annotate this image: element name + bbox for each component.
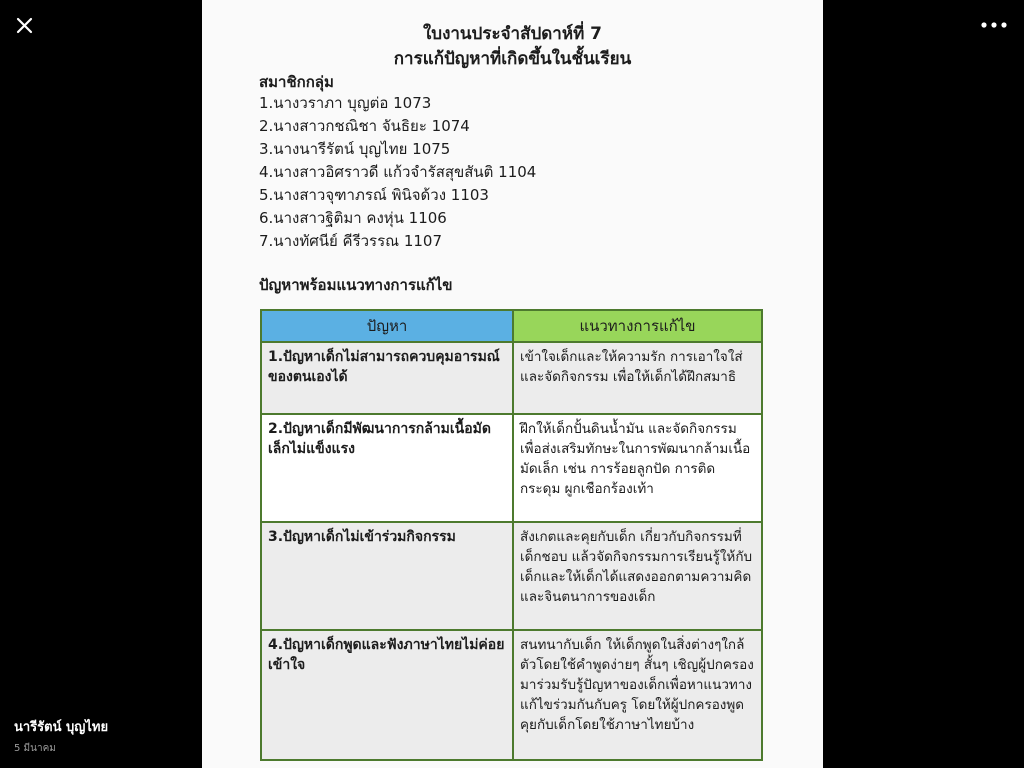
- close-button[interactable]: [10, 11, 38, 39]
- author-name[interactable]: นารีรัตน์ บุญไทย: [14, 720, 109, 735]
- members-heading: สมาชิกกลุ่ม: [259, 73, 334, 91]
- solution-cell: ฝึกให้เด็กปั้นดินน้ำมัน และจัดกิจกรรม เพื่อส่งเสริมทักษะในการพัฒนากล้ามเนื้อมัดเล็ก เช่น การร้อยลูกปัด การติดกระดุม ผูกเชือกร้องเท้า: [513, 414, 762, 522]
- solution-cell: สังเกตและคุยกับเด็ก เกี่ยวกับกิจกรรมที่เด็กชอบ แล้วจัดกิจกรรมการเรียนรู้ให้กับเด็กและให้เด็กได้แสดงออกตามความคิดและจินตนาการของเด็ก: [513, 522, 762, 630]
- solution-cell: สนทนากับเด็ก ให้เด็กพูดในสิ่งต่างๆใกล้ตัวโดยใช้คำพูดง่ายๆ สั้นๆ เชิญผู้ปกครองมาร่วมรับรู้ปัญหาของเด็กเพื่อหาแนวทางแก้ไขร่วมกันกับครู โดยให้ผู้ปกครองพูดคุยกับเด็กโดยใช้ภาษาไทยบ้าง: [513, 630, 762, 760]
- more-options-button[interactable]: [978, 14, 1010, 36]
- member-item: 4.นางสาวอิศราวดี แก้วจำรัสสุขสันติ 1104: [259, 163, 537, 181]
- column-header-solution: แนวทางการแก้ไข: [513, 310, 762, 342]
- problem-cell: 1.ปัญหาเด็กไม่สามารถควบคุมอารมณ์ของตนเองได้: [261, 342, 513, 414]
- problem-cell: 2.ปัญหาเด็กมีพัฒนาการกล้ามเนื้อมัดเล็กไม่แข็งแรง: [261, 414, 513, 522]
- document-subtitle: การแก้ปัญหาที่เกิดขึ้นในชั้นเรียน: [393, 49, 632, 69]
- problem-cell: 3.ปัญหาเด็กไม่เข้าร่วมกิจกรรม: [261, 522, 513, 630]
- problem-solution-table: [260, 309, 763, 761]
- member-item: 6.นางสาวฐิติมา คงหุ่น 1106: [259, 209, 447, 227]
- member-item: 3.นางนารีรัตน์ บุญไทย 1075: [259, 140, 451, 158]
- table-row: [261, 414, 762, 522]
- solution-cell: เข้าใจเด็กและให้ความรัก การเอาใจใส่ และจัดกิจกรรม เพื่อให้เด็กได้ฝึกสมาธิ: [513, 342, 762, 414]
- member-item: 5.นางสาวจุฑาภรณ์ พินิจด้วง 1103: [259, 186, 489, 204]
- post-date: 5 มีนาคม: [14, 743, 56, 754]
- member-item: 7.นางทัศนีย์ คีรีวรรณ 1107: [259, 232, 443, 250]
- photo-image: [202, 0, 823, 768]
- member-item: 1.นางวราภา บุญต่อ 1073: [259, 94, 432, 112]
- member-item: 2.นางสาวกชณิชา จันธิยะ 1074: [259, 117, 470, 135]
- document-title: ใบงานประจำสัปดาห์ที่ 7: [422, 24, 603, 44]
- problem-cell: 4.ปัญหาเด็กพูดและฟังภาษาไทยไม่ค่อยเข้าใจ: [261, 630, 513, 760]
- members-list: [259, 92, 536, 253]
- table-row: [261, 630, 762, 760]
- section-heading: ปัญหาพร้อมแนวทางการแก้ไข: [259, 276, 453, 294]
- table-header-row: [261, 310, 762, 342]
- table-row: [261, 522, 762, 630]
- more-options-icon: [978, 14, 1010, 36]
- column-header-problem: ปัญหา: [261, 310, 513, 342]
- close-icon: [10, 11, 38, 39]
- table-row: [261, 342, 762, 414]
